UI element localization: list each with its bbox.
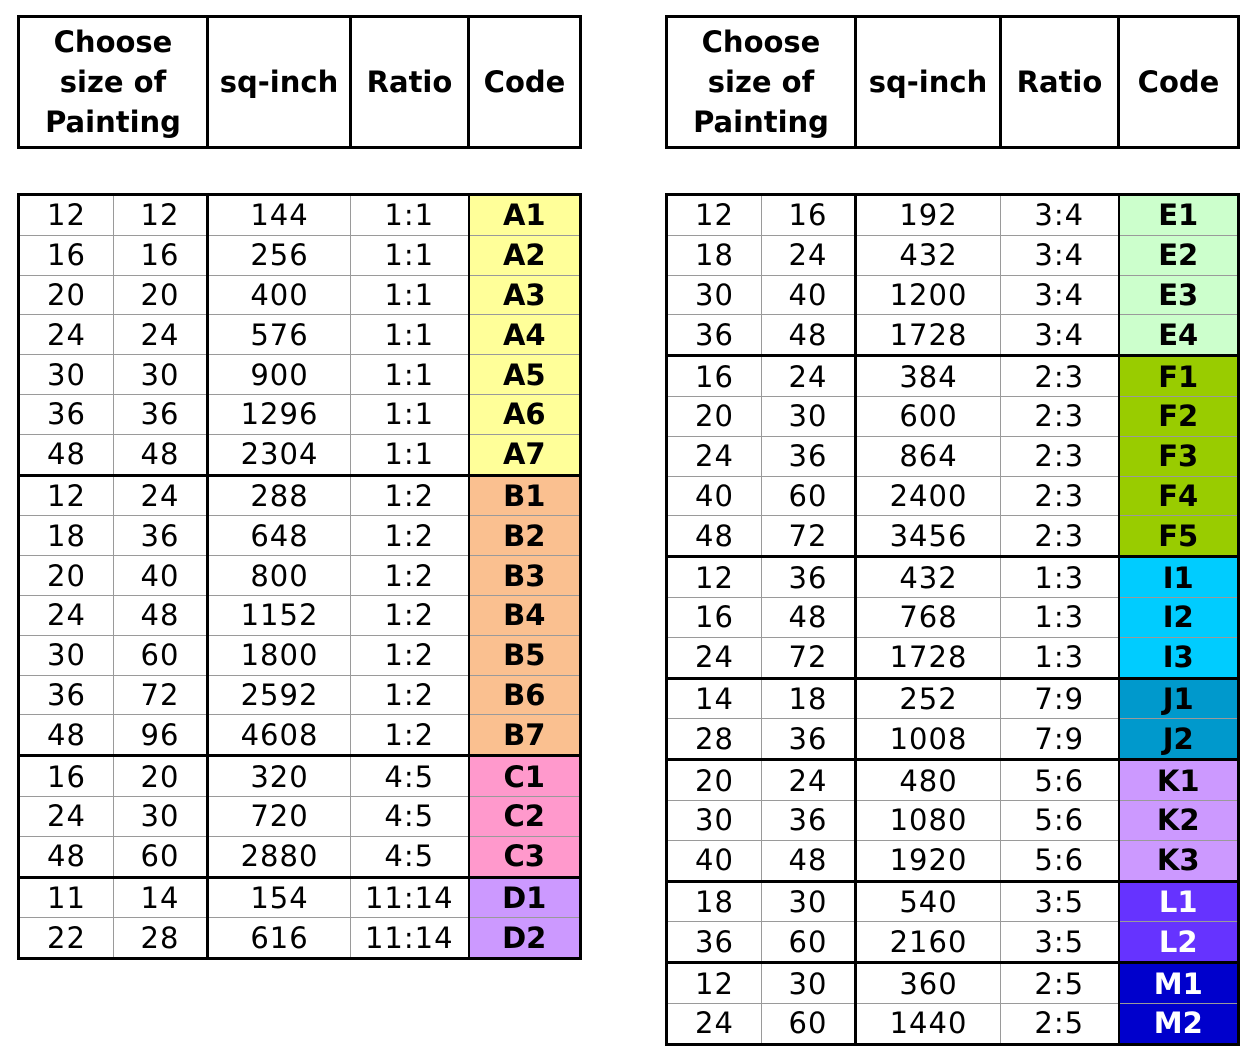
code-cell: B3 xyxy=(469,556,581,596)
ratio-cell: 11:14 xyxy=(351,918,469,959)
table-row xyxy=(667,637,1239,678)
sqinch-cell: 1800 xyxy=(208,635,351,675)
width-cell: 28 xyxy=(667,719,762,760)
ratio-cell: 5:6 xyxy=(1001,800,1119,840)
height-cell: 40 xyxy=(114,556,208,596)
ratio-cell: 2:5 xyxy=(1001,1003,1119,1044)
sqinch-cell: 1728 xyxy=(856,315,1001,356)
table-row xyxy=(19,877,581,918)
width-cell: 16 xyxy=(667,597,762,637)
height-cell: 30 xyxy=(114,796,208,836)
code-cell: M2 xyxy=(1119,1003,1239,1044)
ratio-cell: 1:3 xyxy=(1001,557,1119,598)
height-cell: 72 xyxy=(762,637,856,678)
width-cell: 48 xyxy=(19,715,114,756)
width-cell: 16 xyxy=(19,235,114,275)
ratio-cell: 1:2 xyxy=(351,595,469,635)
height-cell: 96 xyxy=(114,715,208,756)
code-cell: K1 xyxy=(1119,760,1239,801)
code-cell: L2 xyxy=(1119,922,1239,963)
height-cell: 60 xyxy=(114,836,208,877)
code-cell: I1 xyxy=(1119,557,1239,598)
ratio-cell: 5:6 xyxy=(1001,840,1119,881)
height-cell: 20 xyxy=(114,275,208,315)
height-cell: 36 xyxy=(114,516,208,556)
table-row xyxy=(19,355,581,395)
height-cell: 48 xyxy=(762,597,856,637)
ratio-cell: 1:1 xyxy=(351,275,469,315)
height-cell: 36 xyxy=(762,557,856,598)
sqinch-cell: 540 xyxy=(856,881,1001,922)
ratio-cell: 2:5 xyxy=(1001,963,1119,1004)
height-cell: 24 xyxy=(114,315,208,355)
code-cell: A3 xyxy=(469,275,581,315)
height-cell: 48 xyxy=(762,840,856,881)
header-size-line: Choose xyxy=(701,25,821,59)
width-cell: 36 xyxy=(19,675,114,715)
height-cell: 36 xyxy=(762,436,856,476)
header-ratio: Ratio xyxy=(1001,17,1119,148)
header-size-line: size of xyxy=(707,65,815,99)
height-cell: 30 xyxy=(114,355,208,395)
height-cell: 72 xyxy=(762,516,856,557)
code-cell: E3 xyxy=(1119,275,1239,315)
code-cell: E4 xyxy=(1119,315,1239,356)
height-cell: 18 xyxy=(762,678,856,719)
header-ratio: Ratio xyxy=(351,17,469,148)
ratio-cell: 1:1 xyxy=(351,235,469,275)
height-cell: 20 xyxy=(114,756,208,797)
sqinch-cell: 648 xyxy=(208,516,351,556)
code-cell: M1 xyxy=(1119,963,1239,1004)
width-cell: 24 xyxy=(19,796,114,836)
width-cell: 14 xyxy=(667,678,762,719)
sqinch-cell: 4608 xyxy=(208,715,351,756)
code-cell: A6 xyxy=(469,394,581,434)
header-sqinch: sq-inch xyxy=(208,17,351,148)
ratio-cell: 4:5 xyxy=(351,756,469,797)
width-cell: 30 xyxy=(667,800,762,840)
height-cell: 24 xyxy=(762,235,856,275)
code-cell: B4 xyxy=(469,595,581,635)
table-row xyxy=(667,396,1239,436)
code-cell: K2 xyxy=(1119,800,1239,840)
width-cell: 30 xyxy=(19,355,114,395)
width-cell: 22 xyxy=(19,918,114,959)
width-cell: 12 xyxy=(19,195,114,236)
width-cell: 18 xyxy=(667,235,762,275)
width-cell: 18 xyxy=(19,516,114,556)
sqinch-cell: 1296 xyxy=(208,394,351,434)
table-row xyxy=(667,516,1239,557)
code-cell: L1 xyxy=(1119,881,1239,922)
height-cell: 24 xyxy=(762,356,856,397)
sqinch-cell: 576 xyxy=(208,315,351,355)
code-cell: A7 xyxy=(469,434,581,475)
table-row xyxy=(667,356,1239,397)
code-cell: A2 xyxy=(469,235,581,275)
sqinch-cell: 1200 xyxy=(856,275,1001,315)
width-cell: 12 xyxy=(19,475,114,516)
code-cell: F4 xyxy=(1119,476,1239,516)
height-cell: 24 xyxy=(114,475,208,516)
sqinch-cell: 384 xyxy=(856,356,1001,397)
sqinch-cell: 400 xyxy=(208,275,351,315)
left-size-table xyxy=(17,193,582,960)
code-cell: B7 xyxy=(469,715,581,756)
width-cell: 24 xyxy=(19,595,114,635)
width-cell: 30 xyxy=(19,635,114,675)
width-cell: 24 xyxy=(667,637,762,678)
code-cell: J1 xyxy=(1119,678,1239,719)
ratio-cell: 2:3 xyxy=(1001,436,1119,476)
table-row xyxy=(19,635,581,675)
sqinch-cell: 864 xyxy=(856,436,1001,476)
ratio-cell: 1:1 xyxy=(351,394,469,434)
ratio-cell: 1:1 xyxy=(351,195,469,236)
right-size-table xyxy=(665,193,1240,1046)
height-cell: 60 xyxy=(762,476,856,516)
height-cell: 36 xyxy=(762,719,856,760)
code-cell: I3 xyxy=(1119,637,1239,678)
table-row xyxy=(19,434,581,475)
table-row xyxy=(667,678,1239,719)
table-row xyxy=(667,597,1239,637)
ratio-cell: 4:5 xyxy=(351,796,469,836)
ratio-cell: 1:1 xyxy=(351,434,469,475)
width-cell: 20 xyxy=(667,396,762,436)
sqinch-cell: 900 xyxy=(208,355,351,395)
sqinch-cell: 480 xyxy=(856,760,1001,801)
height-cell: 30 xyxy=(762,881,856,922)
code-cell: E2 xyxy=(1119,235,1239,275)
table-row xyxy=(667,881,1239,922)
width-cell: 48 xyxy=(19,434,114,475)
ratio-cell: 1:1 xyxy=(351,355,469,395)
width-cell: 16 xyxy=(667,356,762,397)
height-cell: 36 xyxy=(762,800,856,840)
ratio-cell: 1:3 xyxy=(1001,597,1119,637)
height-cell: 28 xyxy=(114,918,208,959)
width-cell: 24 xyxy=(667,436,762,476)
sqinch-cell: 2160 xyxy=(856,922,1001,963)
sqinch-cell: 288 xyxy=(208,475,351,516)
ratio-cell: 11:14 xyxy=(351,877,469,918)
ratio-cell: 2:3 xyxy=(1001,516,1119,557)
ratio-cell: 1:1 xyxy=(351,315,469,355)
table-row xyxy=(667,719,1239,760)
code-cell: I2 xyxy=(1119,597,1239,637)
table-row xyxy=(667,315,1239,356)
code-cell: A4 xyxy=(469,315,581,355)
ratio-cell: 1:2 xyxy=(351,475,469,516)
sqinch-cell: 154 xyxy=(208,877,351,918)
table-row xyxy=(19,715,581,756)
sqinch-cell: 320 xyxy=(208,756,351,797)
header-size xyxy=(19,17,208,148)
code-cell: C2 xyxy=(469,796,581,836)
sqinch-cell: 252 xyxy=(856,678,1001,719)
ratio-cell: 1:2 xyxy=(351,516,469,556)
table-row xyxy=(19,796,581,836)
ratio-cell: 3:4 xyxy=(1001,315,1119,356)
code-cell: K3 xyxy=(1119,840,1239,881)
height-cell: 30 xyxy=(762,396,856,436)
ratio-cell: 5:6 xyxy=(1001,760,1119,801)
sqinch-cell: 720 xyxy=(208,796,351,836)
sqinch-cell: 768 xyxy=(856,597,1001,637)
code-cell: B1 xyxy=(469,475,581,516)
table-row xyxy=(667,557,1239,598)
code-cell: D2 xyxy=(469,918,581,959)
width-cell: 12 xyxy=(667,963,762,1004)
sqinch-cell: 192 xyxy=(856,195,1001,236)
width-cell: 40 xyxy=(667,476,762,516)
ratio-cell: 7:9 xyxy=(1001,719,1119,760)
width-cell: 24 xyxy=(19,315,114,355)
sqinch-cell: 1920 xyxy=(856,840,1001,881)
code-cell: E1 xyxy=(1119,195,1239,236)
height-cell: 14 xyxy=(114,877,208,918)
sqinch-cell: 1008 xyxy=(856,719,1001,760)
height-cell: 60 xyxy=(114,635,208,675)
sqinch-cell: 2400 xyxy=(856,476,1001,516)
code-cell: D1 xyxy=(469,877,581,918)
ratio-cell: 1:2 xyxy=(351,635,469,675)
sqinch-cell: 1080 xyxy=(856,800,1001,840)
ratio-cell: 3:4 xyxy=(1001,235,1119,275)
sqinch-cell: 600 xyxy=(856,396,1001,436)
width-cell: 40 xyxy=(667,840,762,881)
table-row xyxy=(19,556,581,596)
height-cell: 48 xyxy=(762,315,856,356)
table-row xyxy=(667,840,1239,881)
table-row xyxy=(19,675,581,715)
sqinch-cell: 256 xyxy=(208,235,351,275)
code-cell: B2 xyxy=(469,516,581,556)
sqinch-cell: 616 xyxy=(208,918,351,959)
height-cell: 36 xyxy=(114,394,208,434)
sqinch-cell: 3456 xyxy=(856,516,1001,557)
sqinch-cell: 1152 xyxy=(208,595,351,635)
table-row xyxy=(667,922,1239,963)
table-row xyxy=(19,836,581,877)
width-cell: 18 xyxy=(667,881,762,922)
ratio-cell: 2:3 xyxy=(1001,476,1119,516)
ratio-cell: 1:2 xyxy=(351,556,469,596)
ratio-cell: 7:9 xyxy=(1001,678,1119,719)
table-row xyxy=(667,963,1239,1004)
code-cell: A1 xyxy=(469,195,581,236)
sqinch-cell: 2592 xyxy=(208,675,351,715)
table-row xyxy=(667,1003,1239,1044)
height-cell: 48 xyxy=(114,434,208,475)
ratio-cell: 4:5 xyxy=(351,836,469,877)
code-cell: F1 xyxy=(1119,356,1239,397)
code-cell: J2 xyxy=(1119,719,1239,760)
table-row xyxy=(19,595,581,635)
height-cell: 48 xyxy=(114,595,208,635)
width-cell: 48 xyxy=(19,836,114,877)
sqinch-cell: 2304 xyxy=(208,434,351,475)
sqinch-cell: 1728 xyxy=(856,637,1001,678)
right-header-table xyxy=(665,15,1240,149)
height-cell: 30 xyxy=(762,963,856,1004)
header-size-line: size of xyxy=(59,65,167,99)
width-cell: 20 xyxy=(667,760,762,801)
width-cell: 36 xyxy=(667,922,762,963)
sqinch-cell: 144 xyxy=(208,195,351,236)
table-row xyxy=(19,918,581,959)
table-row xyxy=(667,436,1239,476)
height-cell: 72 xyxy=(114,675,208,715)
width-cell: 11 xyxy=(19,877,114,918)
header-code: Code xyxy=(469,17,581,148)
code-cell: A5 xyxy=(469,355,581,395)
code-cell: F5 xyxy=(1119,516,1239,557)
code-cell: C3 xyxy=(469,836,581,877)
table-row xyxy=(667,800,1239,840)
ratio-cell: 3:5 xyxy=(1001,922,1119,963)
width-cell: 30 xyxy=(667,275,762,315)
width-cell: 24 xyxy=(667,1003,762,1044)
height-cell: 12 xyxy=(114,195,208,236)
code-cell: B5 xyxy=(469,635,581,675)
table-row xyxy=(667,235,1239,275)
code-cell: F2 xyxy=(1119,396,1239,436)
code-cell: C1 xyxy=(469,756,581,797)
width-cell: 12 xyxy=(667,557,762,598)
header-size-line: Choose xyxy=(53,25,173,59)
ratio-cell: 3:5 xyxy=(1001,881,1119,922)
table-row xyxy=(19,516,581,556)
height-cell: 60 xyxy=(762,922,856,963)
table-row xyxy=(667,476,1239,516)
width-cell: 20 xyxy=(19,275,114,315)
table-row xyxy=(19,275,581,315)
height-cell: 16 xyxy=(114,235,208,275)
width-cell: 16 xyxy=(19,756,114,797)
header-size xyxy=(667,17,856,148)
header-size-line: Painting xyxy=(45,105,181,139)
width-cell: 48 xyxy=(667,516,762,557)
header-sqinch: sq-inch xyxy=(856,17,1001,148)
width-cell: 36 xyxy=(667,315,762,356)
height-cell: 40 xyxy=(762,275,856,315)
width-cell: 12 xyxy=(667,195,762,236)
ratio-cell: 1:2 xyxy=(351,715,469,756)
height-cell: 60 xyxy=(762,1003,856,1044)
code-cell: F3 xyxy=(1119,436,1239,476)
width-cell: 20 xyxy=(19,556,114,596)
table-row xyxy=(19,315,581,355)
left-header-table xyxy=(17,15,582,149)
sqinch-cell: 2880 xyxy=(208,836,351,877)
left-size-table-body xyxy=(19,195,581,959)
width-cell: 36 xyxy=(19,394,114,434)
table-row xyxy=(19,394,581,434)
table-row xyxy=(667,195,1239,236)
sqinch-cell: 432 xyxy=(856,235,1001,275)
sqinch-cell: 800 xyxy=(208,556,351,596)
table-row xyxy=(19,756,581,797)
header-size-line: Painting xyxy=(693,105,829,139)
code-cell: B6 xyxy=(469,675,581,715)
table-row xyxy=(667,760,1239,801)
sqinch-cell: 432 xyxy=(856,557,1001,598)
ratio-cell: 1:3 xyxy=(1001,637,1119,678)
height-cell: 24 xyxy=(762,760,856,801)
header-code: Code xyxy=(1119,17,1239,148)
table-row xyxy=(667,275,1239,315)
right-size-table-body xyxy=(667,195,1239,1045)
ratio-cell: 2:3 xyxy=(1001,356,1119,397)
ratio-cell: 2:3 xyxy=(1001,396,1119,436)
table-row xyxy=(19,195,581,236)
table-row xyxy=(19,235,581,275)
ratio-cell: 3:4 xyxy=(1001,195,1119,236)
sqinch-cell: 1440 xyxy=(856,1003,1001,1044)
ratio-cell: 3:4 xyxy=(1001,275,1119,315)
height-cell: 16 xyxy=(762,195,856,236)
sqinch-cell: 360 xyxy=(856,963,1001,1004)
ratio-cell: 1:2 xyxy=(351,675,469,715)
table-row xyxy=(19,475,581,516)
